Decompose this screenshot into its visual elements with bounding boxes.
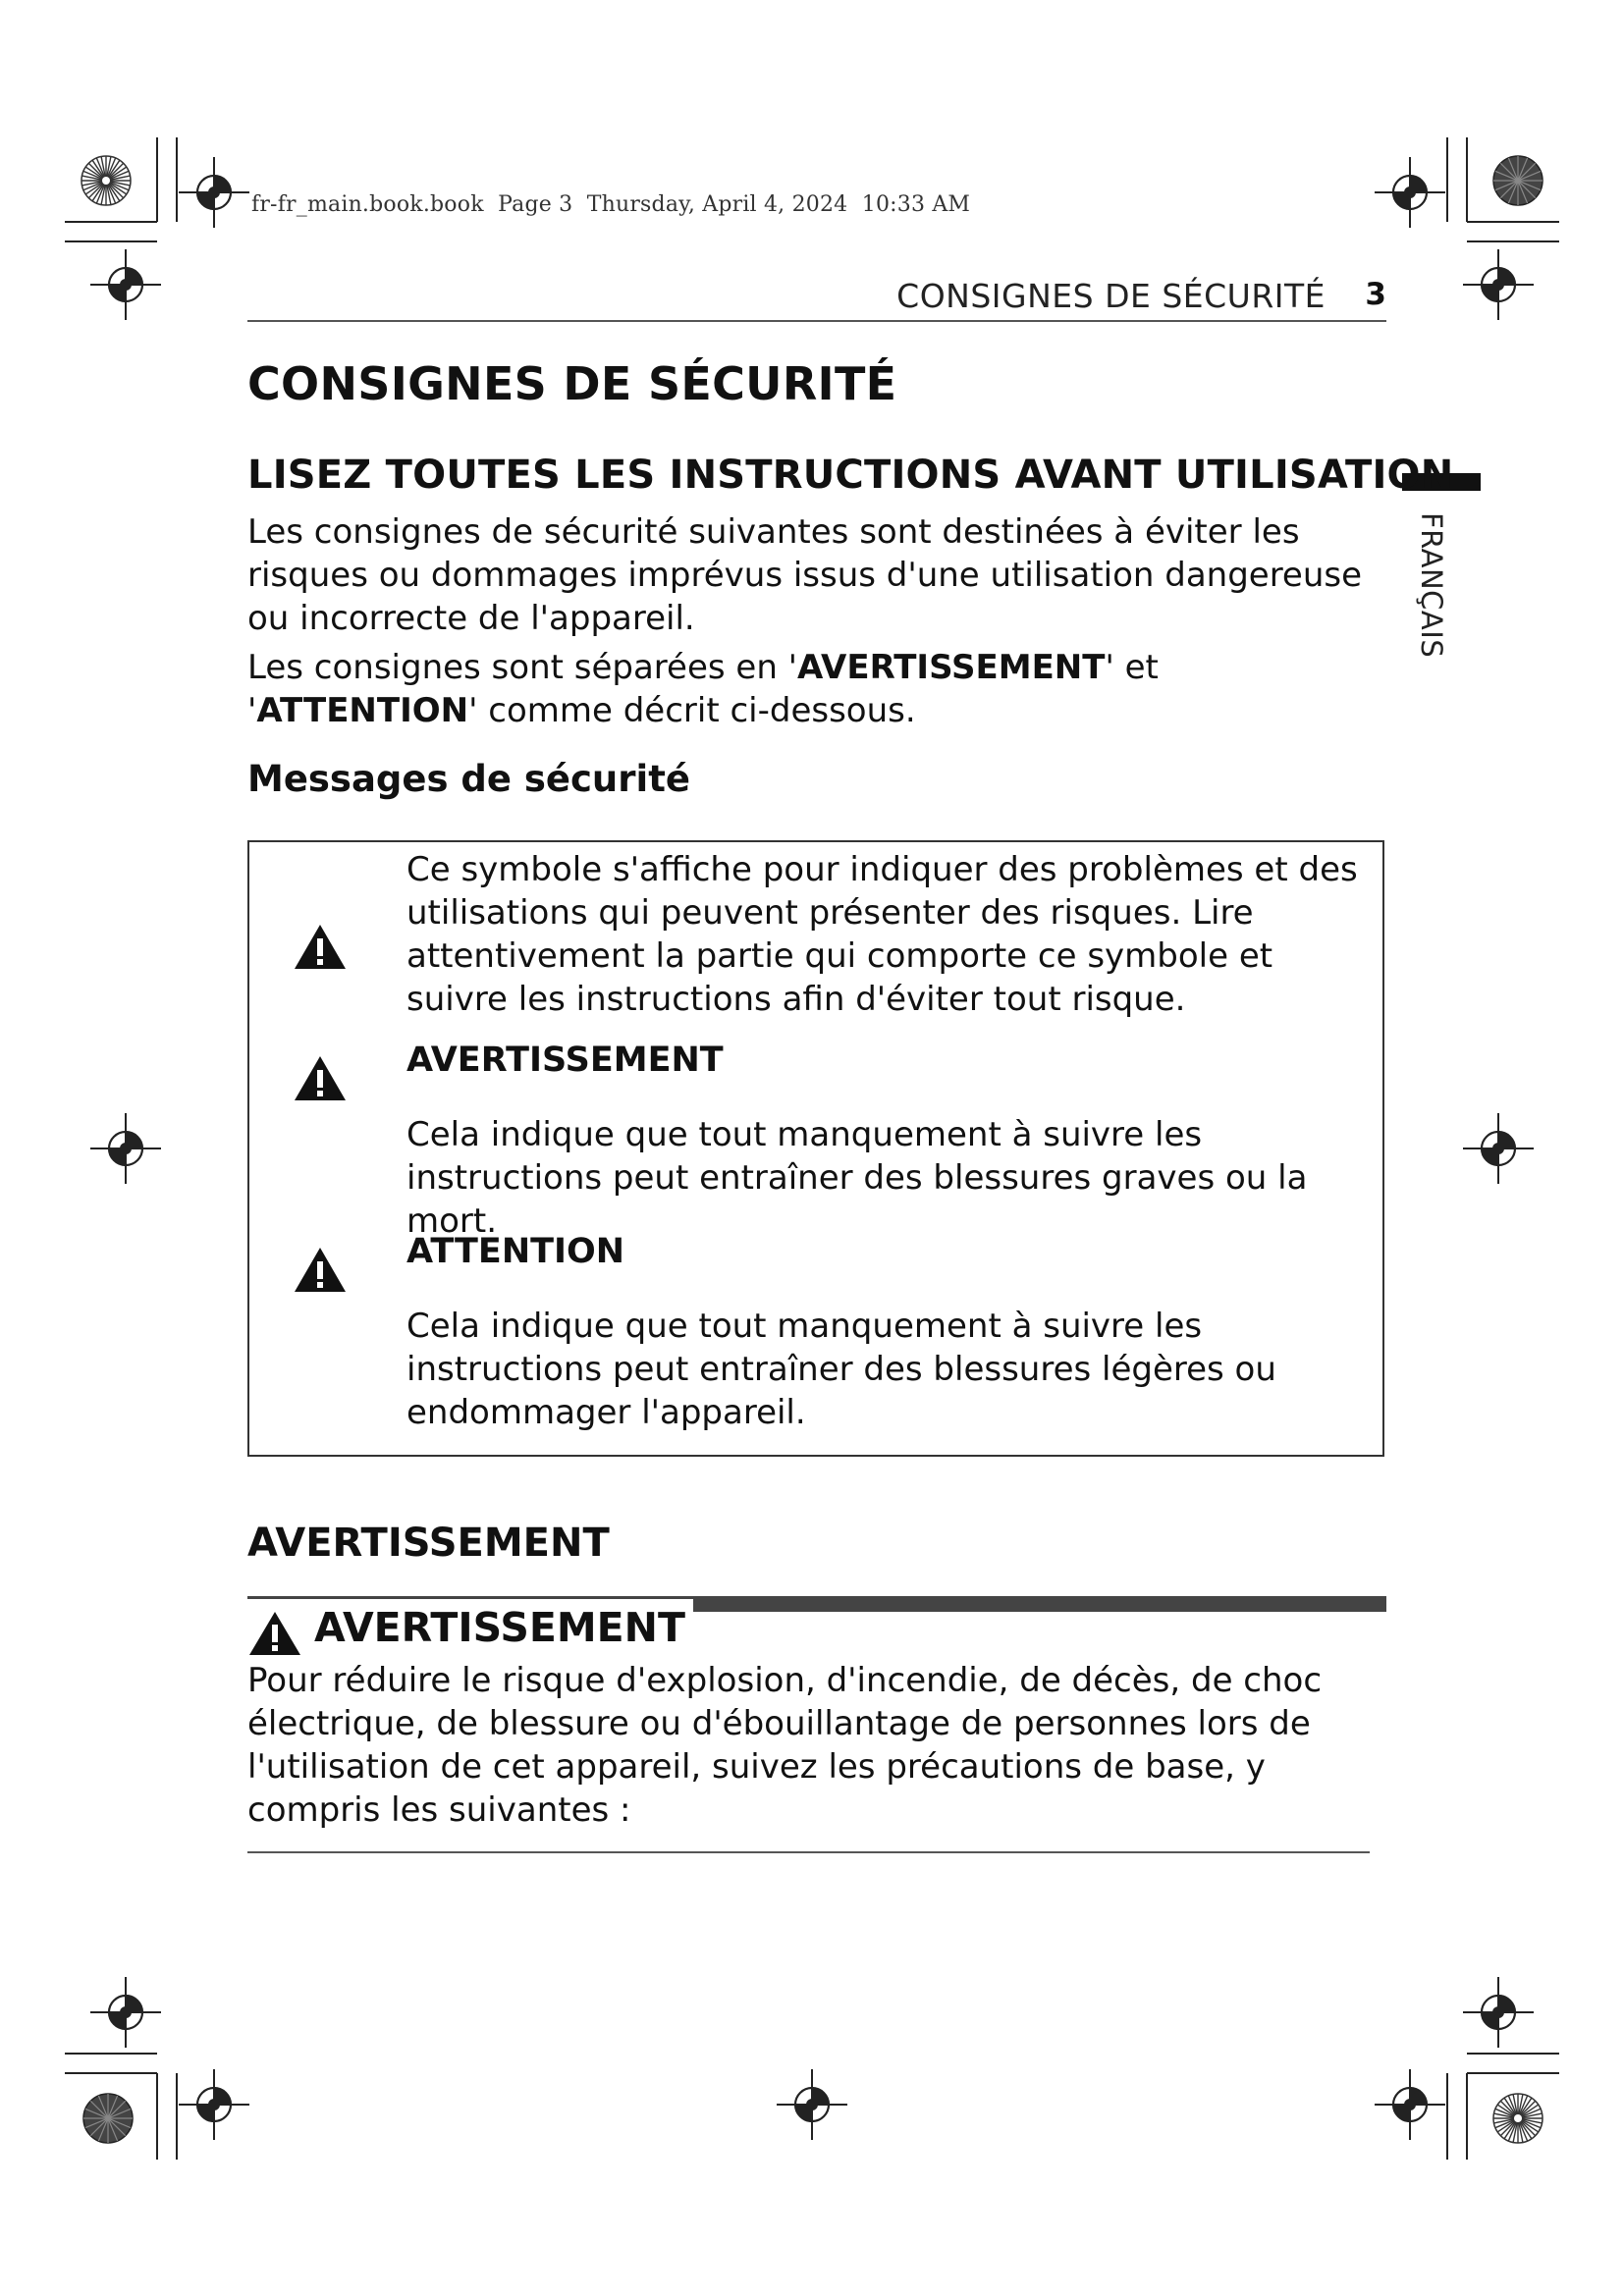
categories-term-caution: ATTENTION	[256, 691, 469, 730]
warning-triangle-icon	[293, 923, 348, 972]
page-title: CONSIGNES DE SÉCURITÉ	[247, 357, 897, 410]
caution-description: Cela indique que tout manquement à suivre les instructions peut entraîner des blessures légères ou endommager l'appareil.	[406, 1307, 1276, 1432]
print-slug: fr-fr_main.book.book Page 3 Thursday, April 4, 2024 10:33 AM	[251, 192, 971, 217]
page-number: 3	[1365, 277, 1386, 312]
running-header	[247, 275, 1386, 322]
language-tab	[1392, 512, 1490, 669]
warning-triangle-icon	[293, 1246, 348, 1295]
categories-suffix: ' comme décrit ci-dessous.	[468, 691, 916, 730]
running-title: CONSIGNES DE SÉCURITÉ	[896, 277, 1326, 315]
warning-banner	[247, 1596, 1386, 1655]
categories-term-warning: AVERTISSEMENT	[797, 648, 1106, 687]
warning-triangle-icon	[293, 1054, 348, 1103]
language-tab-label: FRANÇAIS	[1415, 512, 1448, 659]
caution-heading: ATTENTION	[406, 1232, 625, 1271]
warning-triangle-icon	[247, 1610, 302, 1657]
warning-description: Cela indique que tout manquement à suivre les instructions peut entraîner des blessures graves ou la mort.	[406, 1115, 1308, 1241]
warning-section-heading: AVERTISSEMENT	[247, 1521, 610, 1566]
section-divider	[247, 1851, 1370, 1853]
banner-rule-thick	[693, 1596, 1386, 1612]
safety-messages-box	[247, 840, 1384, 1457]
warning-heading: AVERTISSEMENT	[406, 1041, 724, 1080]
categories-middle: ' et '	[247, 648, 1159, 730]
messages-heading: Messages de sécurité	[247, 758, 690, 800]
warning-section-text: Pour réduire le risque d'explosion, d'incendie, de décès, de choc électrique, de blessure ou d'ébouillantage de personnes lors de l'utilisation de cet appareil, suivez les précautions de base, y compris les suivantes :	[247, 1661, 1323, 1830]
categories-prefix: Les consignes sont séparées en '	[247, 648, 798, 687]
warning-banner-label: AVERTISSEMENT	[314, 1604, 685, 1651]
categories-paragraph	[247, 646, 1386, 732]
section-subtitle: LISEZ TOUTES LES INSTRUCTIONS AVANT UTILISATION	[247, 453, 1454, 498]
intro-paragraph: Les consignes de sécurité suivantes sont destinées à éviter les risques ou dommages imprévus issus d'une utilisation dangereuse ou incorrecte de l'appareil.	[247, 512, 1363, 638]
banner-rule-thin	[247, 1596, 693, 1599]
symbol-description: Ce symbole s'affiche pour indiquer des problèmes et des utilisations qui peuvent présenter des risques. Lire attentivement la partie qui comporte ce symbole et suivre les instructions afin d'éviter tout risque.	[406, 850, 1358, 1019]
